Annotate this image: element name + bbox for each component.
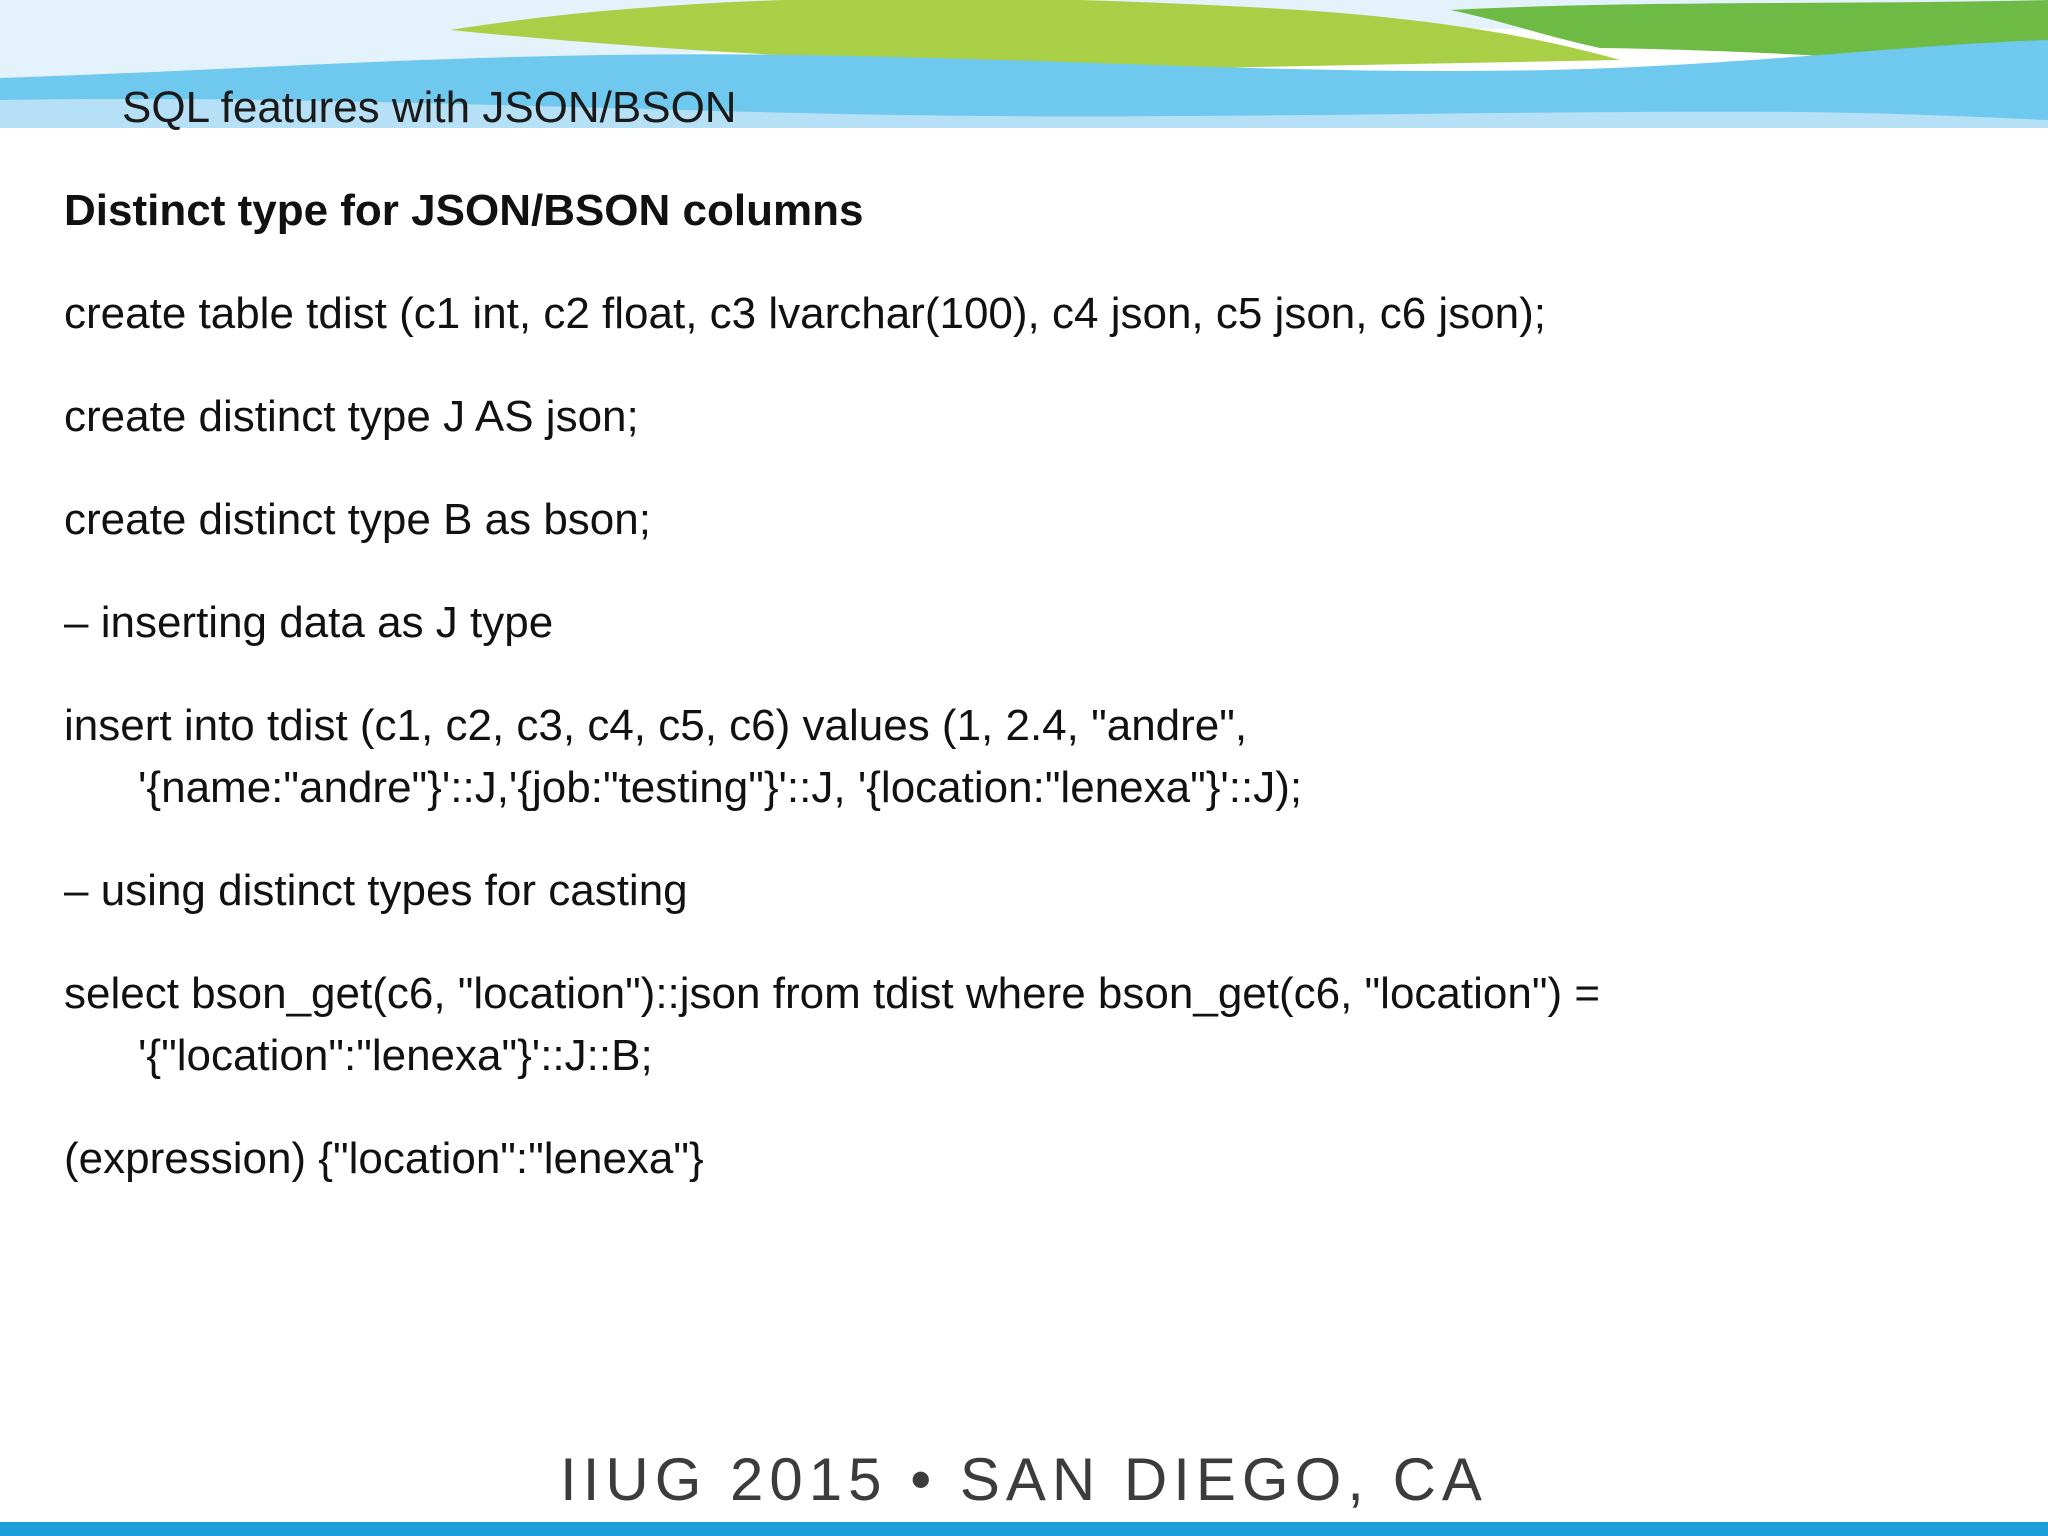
sql-create-type-b: create distinct type B as bson; — [64, 495, 651, 544]
slide-title: SQL features with JSON/BSON — [122, 83, 737, 132]
section-heading: Distinct type for JSON/BSON columns — [64, 186, 864, 235]
sql-insert-line-2: '{name:"andre"}'::J,'{job:"testing"}'::J, '{location:"lenexa"}'::J); — [138, 763, 1303, 812]
sql-select-line-1: select bson_get(c6, "location")::json from tdist where bson_get(c6, "location") = — [64, 969, 1601, 1018]
comment-inserting: – inserting data as J type — [64, 598, 554, 647]
bottom-accent-bar — [0, 1522, 2048, 1536]
comment-casting: – using distinct types for casting — [64, 866, 688, 915]
sql-select-line-2: '{"location":"lenexa"}'::J::B; — [138, 1031, 653, 1080]
conference-footer: IIUG 2015 • SAN DIEGO, CA — [560, 1446, 1488, 1513]
sql-insert-line-1: insert into tdist (c1, c2, c3, c4, c5, c6) values (1, 2.4, "andre", — [64, 701, 1248, 750]
sql-create-table: create table tdist (c1 int, c2 float, c3 lvarchar(100), c4 json, c5 json, c6 json); — [64, 289, 1547, 338]
sql-create-type-j: create distinct type J AS json; — [64, 392, 639, 441]
query-result: (expression) {"location":"lenexa"} — [64, 1134, 704, 1183]
